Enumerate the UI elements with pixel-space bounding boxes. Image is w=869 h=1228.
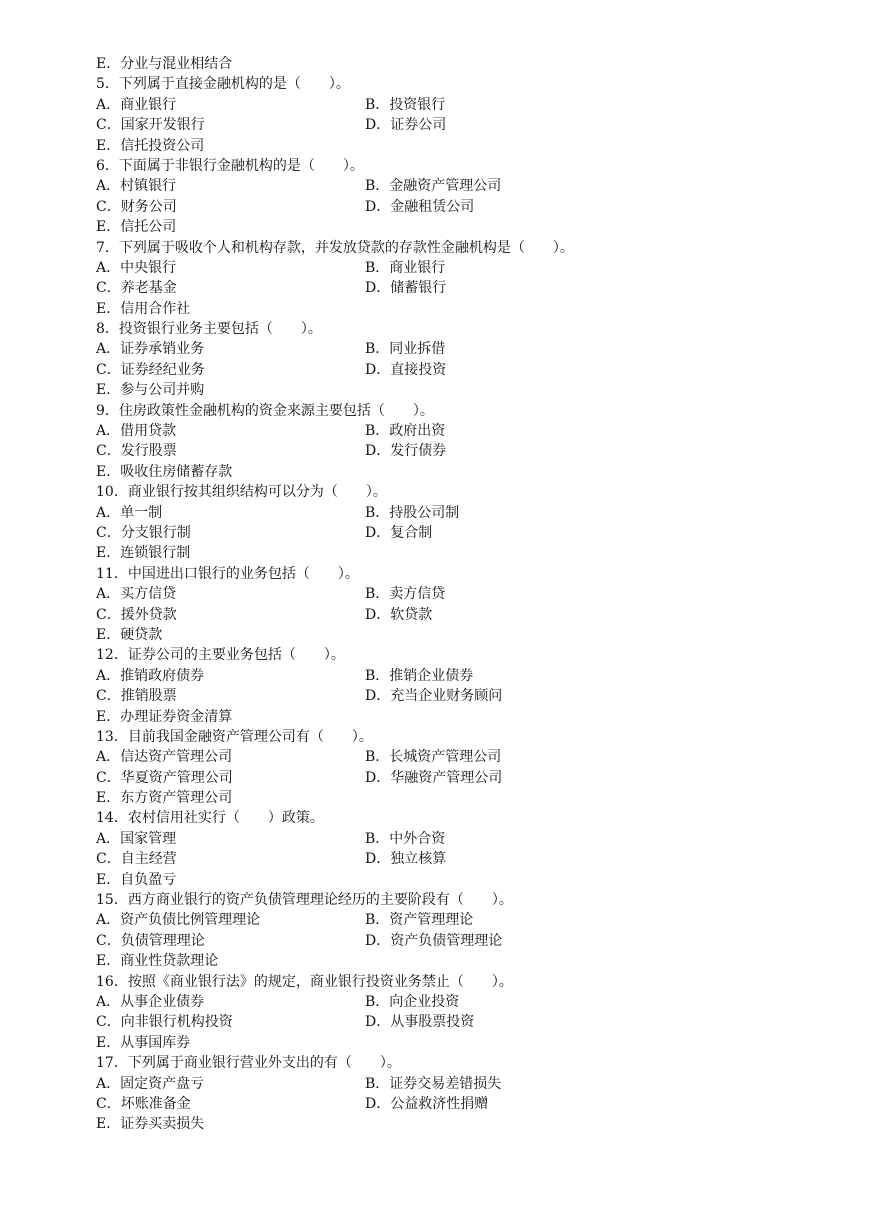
option-c: C．养老基金: [96, 280, 177, 297]
option-c: C．援外贷款: [96, 606, 177, 623]
option-row: [96, 197, 796, 217]
option-c: C．发行股票: [96, 443, 177, 460]
document-page: [96, 54, 796, 1135]
option-c: C．国家开发银行: [96, 117, 205, 134]
option-c: C．自主经营: [96, 851, 177, 868]
question-block: [96, 74, 796, 156]
option-row: [96, 666, 796, 686]
option-e: E．证券买卖损失: [96, 1116, 205, 1133]
question-block: [96, 645, 796, 727]
option-b: B．同业拆借: [365, 341, 446, 358]
question-stem: 15．西方商业银行的资产负债管理理论经历的主要阶段有（ ）。: [96, 892, 513, 909]
question-stem: 10．商业银行按其组织结构可以分为（ ）。: [96, 484, 387, 501]
question-stem: 7．下列属于吸收个人和机构存款，并发放贷款的存款性金融机构是（ ）。: [96, 239, 574, 256]
option-e: E．吸收住房储蓄存款: [96, 463, 233, 480]
question-stem: 5．下列属于直接金融机构的是（ ）。: [96, 76, 350, 93]
option-row: [96, 605, 796, 625]
option-d: D．充当企业财务顾问: [365, 688, 503, 705]
option-row: [96, 176, 796, 196]
option-d: D．证券公司: [365, 117, 447, 134]
option-e: E．连锁银行制: [96, 545, 191, 562]
option-a: A．证券承销业务: [96, 341, 205, 358]
question-block: [96, 156, 796, 238]
option-c: C．财务公司: [96, 198, 177, 215]
option-b: B．证券交易差错损失: [365, 1075, 502, 1092]
option-c: C．分支银行制: [96, 524, 191, 541]
option-row: [96, 523, 796, 543]
option-row: [96, 278, 796, 298]
option-row: [96, 1094, 796, 1114]
question-stem: 9．住房政策性金融机构的资金来源主要包括（ ）。: [96, 402, 434, 419]
option-row: [96, 258, 796, 278]
option-d: D．复合制: [365, 524, 433, 541]
option-a: A．推销政府债券: [96, 667, 205, 684]
option-a: A．中央银行: [96, 259, 177, 276]
option-c: C．华夏资产管理公司: [96, 769, 233, 786]
option-row: [96, 360, 796, 380]
option-b: B．推销企业债券: [365, 667, 474, 684]
question-block: [96, 808, 796, 890]
option-a: A．单一制: [96, 504, 163, 521]
question-stem: 11．中国进出口银行的业务包括（ ）。: [96, 565, 359, 582]
option-row: [96, 441, 796, 461]
option-b: B．中外合资: [365, 830, 446, 847]
option-e: E．硬贷款: [96, 626, 163, 643]
option-row: [96, 1074, 796, 1094]
option-b: B．金融资产管理公司: [365, 178, 502, 195]
option-b: B．商业银行: [365, 259, 446, 276]
question-block: [96, 890, 796, 972]
question-block: [96, 1053, 796, 1135]
question-stem: 12．证券公司的主要业务包括（ ）。: [96, 647, 345, 664]
option-row: [96, 503, 796, 523]
option-e: E．参与公司并购: [96, 382, 205, 399]
question-block: [96, 238, 796, 320]
option-b: B．政府出资: [365, 423, 446, 440]
option-d: D．金融租赁公司: [365, 198, 475, 215]
option-c: C．证券经纪业务: [96, 361, 205, 378]
option-a: A．买方信贷: [96, 586, 177, 603]
option-row: [96, 1012, 796, 1032]
option-row: [96, 829, 796, 849]
question-block: [96, 482, 796, 564]
question-block: [96, 319, 796, 401]
option-row: [96, 421, 796, 441]
option-row: [96, 339, 796, 359]
option-a: A．信达资产管理公司: [96, 749, 233, 766]
option-e: E．自负盈亏: [96, 871, 177, 888]
option-text: E．分业与混业相结合: [96, 56, 233, 72]
question-stem: 17．下列属于商业银行营业外支出的有（ ）。: [96, 1055, 401, 1072]
question-block: [96, 564, 796, 646]
option-row: [96, 768, 796, 788]
option-row: [96, 686, 796, 706]
question-block: [96, 727, 796, 809]
option-e: E．商业性贷款理论: [96, 953, 219, 970]
option-c: C．负债管理理论: [96, 932, 205, 949]
option-c: C．向非银行机构投资: [96, 1014, 233, 1031]
option-e: E．从事国库券: [96, 1034, 191, 1051]
option-row: [96, 584, 796, 604]
question-stem: 13．目前我国金融资产管理公司有（ ）。: [96, 728, 373, 745]
option-e: E．东方资产管理公司: [96, 790, 233, 807]
option-row: [96, 931, 796, 951]
question-stem: 16．按照《商业银行法》的规定，商业银行投资业务禁止（ ）。: [96, 973, 513, 990]
question-stem: 8．投资银行业务主要包括（ ）。: [96, 321, 322, 338]
question-stem: 14．农村信用社实行（ ）政策。: [96, 810, 324, 827]
option-row: [96, 992, 796, 1012]
option-row: [96, 95, 796, 115]
option-d: D．发行债券: [365, 443, 447, 460]
option-d: D．储蓄银行: [365, 280, 447, 297]
option-b: B．长城资产管理公司: [365, 749, 502, 766]
option-d: D．独立核算: [365, 851, 447, 868]
option-c: C．坏账准备金: [96, 1095, 191, 1112]
option-d: D．资产负债管理理论: [365, 932, 503, 949]
option-e: E．办理证券资金清算: [96, 708, 233, 725]
option-d: D．从事股票投资: [365, 1014, 475, 1031]
option-d: D．公益救济性捐赠: [365, 1095, 489, 1112]
option-row: [96, 747, 796, 767]
option-row: [96, 115, 796, 135]
option-b: B．向企业投资: [365, 993, 460, 1010]
option-d: D．华融资产管理公司: [365, 769, 503, 786]
option-a: A．从事企业债券: [96, 993, 205, 1010]
question-stem: 6．下面属于非银行金融机构的是（ ）。: [96, 157, 364, 174]
option-b: B．资产管理理论: [365, 912, 474, 929]
option-b: B．持股公司制: [365, 504, 460, 521]
option-row: [96, 849, 796, 869]
option-b: B．卖方信贷: [365, 586, 446, 603]
option-d: D．软贷款: [365, 606, 433, 623]
option-a: A．资产负债比例管理理论: [96, 912, 261, 929]
option-a: A．国家管理: [96, 830, 177, 847]
option-a: A．借用贷款: [96, 423, 177, 440]
option-e: E．信托投资公司: [96, 137, 205, 154]
option-d: D．直接投资: [365, 361, 447, 378]
option-a: A．固定资产盘亏: [96, 1075, 205, 1092]
option-b: B．投资银行: [365, 96, 446, 113]
option-a: A．商业银行: [96, 96, 177, 113]
option-c: C．推销股票: [96, 688, 177, 705]
option-row: [96, 910, 796, 930]
question-list: [96, 74, 796, 1134]
option-e: E．信托公司: [96, 219, 177, 236]
option-e: E．信用合作社: [96, 300, 191, 317]
option-a: A．村镇银行: [96, 178, 177, 195]
question-block: [96, 972, 796, 1054]
question-block: [96, 401, 796, 483]
